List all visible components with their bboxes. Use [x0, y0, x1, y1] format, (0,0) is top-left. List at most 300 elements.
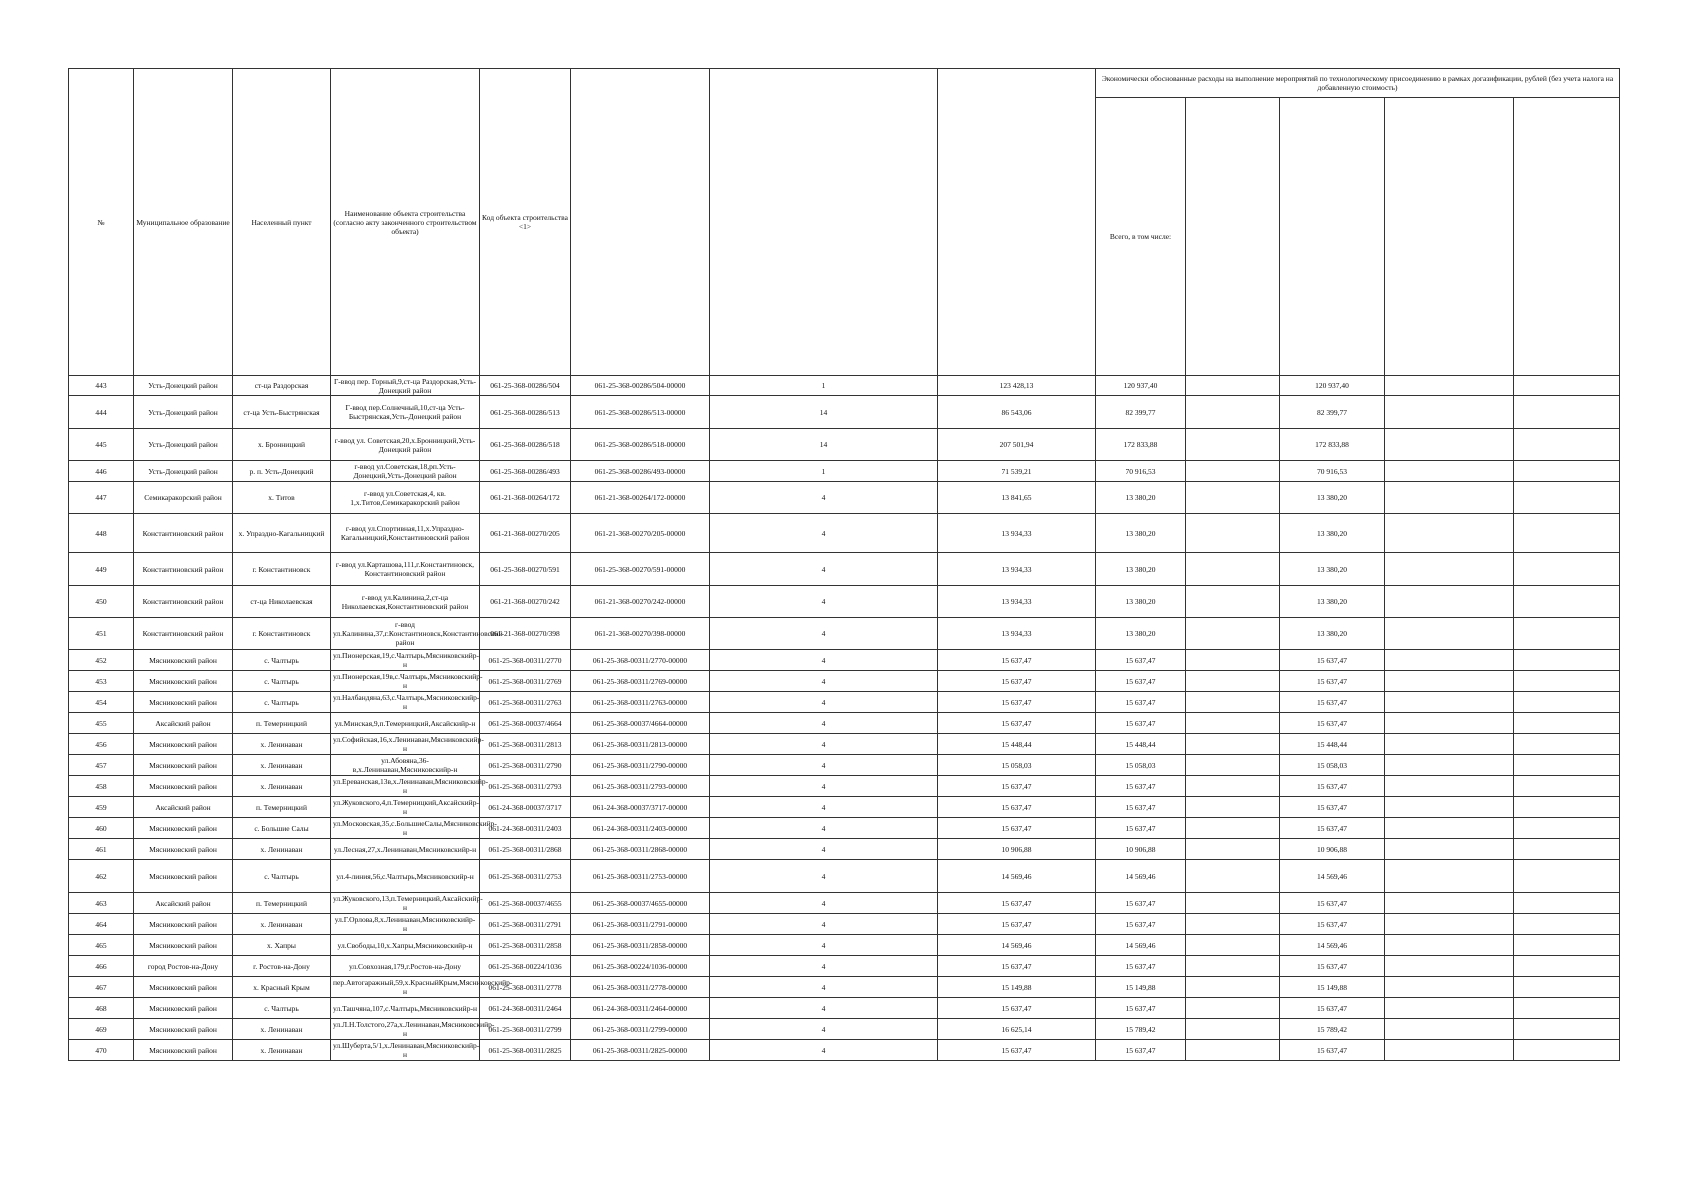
municipality-cell: Мясниковский район — [134, 1019, 233, 1040]
stage-code-cell: 061-25-368-00311/2825-00000 — [571, 1040, 710, 1061]
row-number: 468 — [69, 998, 134, 1019]
table-row — [69, 818, 1620, 839]
table-row — [69, 914, 1620, 935]
special-allowance-cell: 13 380,20 — [1280, 553, 1385, 586]
object-code-cell: 061-25-368-00270/591 — [480, 553, 571, 586]
object-name-cell: ул.Жуковского,4,п.Темерницкий,Аксайскийр-н — [331, 797, 480, 818]
table-row — [69, 776, 1620, 797]
row-number: 459 — [69, 797, 134, 818]
special-allowance-cell: 172 833,88 — [1280, 429, 1385, 461]
table-row — [69, 860, 1620, 893]
total-cell: 15 637,47 — [1096, 818, 1186, 839]
operator-funds-cell — [1385, 713, 1514, 734]
other-sources-cell — [1514, 860, 1620, 893]
actual-costs-cell: 15 637,47 — [938, 998, 1096, 1019]
event-code-cell: 4 — [710, 776, 938, 797]
table-row — [69, 935, 1620, 956]
total-cell: 82 399,77 — [1096, 396, 1186, 429]
col-header-stage-code — [571, 69, 710, 376]
total-cell: 120 937,40 — [1096, 376, 1186, 396]
col-header-object-name: Наименование объекта строительства (согласно акту законченного строительством объекта) — [331, 69, 480, 376]
tariff-transport-cell — [1186, 692, 1280, 713]
special-allowance-cell: 15 789,42 — [1280, 1019, 1385, 1040]
stage-code-cell: 061-24-368-00311/2403-00000 — [571, 818, 710, 839]
actual-costs-cell: 15 637,47 — [938, 1040, 1096, 1061]
settlement-cell: с. Чалтырь — [233, 860, 331, 893]
tariff-transport-cell — [1186, 553, 1280, 586]
tariff-transport-cell — [1186, 713, 1280, 734]
other-sources-cell — [1514, 618, 1620, 650]
operator-funds-cell — [1385, 671, 1514, 692]
row-number: 461 — [69, 839, 134, 860]
table-row — [69, 734, 1620, 755]
special-allowance-cell: 15 058,03 — [1280, 755, 1385, 776]
table-row — [69, 396, 1620, 429]
other-sources-cell — [1514, 755, 1620, 776]
row-number: 447 — [69, 482, 134, 514]
settlement-cell: х. Титов — [233, 482, 331, 514]
operator-funds-cell — [1385, 893, 1514, 914]
table-row — [69, 755, 1620, 776]
object-name-cell: ул.Ташчяна,107,с.Чалтырь,Мясниковскийр-н — [331, 998, 480, 1019]
operator-funds-cell — [1385, 818, 1514, 839]
settlement-cell: г. Константиновск — [233, 553, 331, 586]
settlement-cell: г. Ростов-на-Дону — [233, 956, 331, 977]
tariff-transport-cell — [1186, 618, 1280, 650]
object-code-cell: 061-25-368-00311/2778 — [480, 977, 571, 998]
object-code-cell: 061-25-368-00311/2763 — [480, 692, 571, 713]
settlement-cell: х. Ленинаван — [233, 1019, 331, 1040]
row-number: 454 — [69, 692, 134, 713]
special-allowance-cell: 82 399,77 — [1280, 396, 1385, 429]
tariff-transport-cell — [1186, 914, 1280, 935]
settlement-cell: х. Упраздно-Кагальницкий — [233, 514, 331, 553]
object-name-cell: г-ввод ул.Советская,4, кв. 1,х.Титов,Семикаракорский район — [331, 482, 480, 514]
operator-funds-cell — [1385, 461, 1514, 482]
operator-funds-cell — [1385, 956, 1514, 977]
row-number: 452 — [69, 650, 134, 671]
tariff-transport-cell — [1186, 429, 1280, 461]
other-sources-cell — [1514, 692, 1620, 713]
object-name-cell: ул.Пионерская,19,с.Чалтырь,Мясниковскийр-н — [331, 650, 480, 671]
table-row — [69, 998, 1620, 1019]
tariff-transport-cell — [1186, 650, 1280, 671]
total-cell: 13 380,20 — [1096, 586, 1186, 618]
special-allowance-cell: 15 637,47 — [1280, 776, 1385, 797]
municipality-cell: Усть-Донецкий район — [134, 396, 233, 429]
actual-costs-cell: 86 543,06 — [938, 396, 1096, 429]
other-sources-cell — [1514, 776, 1620, 797]
event-code-cell: 4 — [710, 893, 938, 914]
operator-funds-cell — [1385, 998, 1514, 1019]
tariff-transport-cell — [1186, 734, 1280, 755]
table-row — [69, 514, 1620, 553]
event-code-cell: 14 — [710, 396, 938, 429]
object-name-cell: ул.Софийская,16,х.Ленинаван,Мясниковскийр-н — [331, 734, 480, 755]
object-name-cell: г-ввод ул.Калинина,37,г.Константиновск,Константиновский район — [331, 618, 480, 650]
actual-costs-cell: 15 637,47 — [938, 914, 1096, 935]
municipality-cell: Мясниковский район — [134, 839, 233, 860]
col-header-operator-funds — [1385, 98, 1514, 376]
actual-costs-cell: 123 428,13 — [938, 376, 1096, 396]
object-name-cell: ул.Шуберта,5/1,х.Ленинаван,Мясниковскийр-н — [331, 1040, 480, 1061]
tariff-transport-cell — [1186, 1040, 1280, 1061]
row-number: 451 — [69, 618, 134, 650]
other-sources-cell — [1514, 553, 1620, 586]
object-code-cell: 061-24-368-00311/2403 — [480, 818, 571, 839]
object-name-cell: ул.Л.Н.Толстого,27а,х.Ленинаван,Мясниковскийр-н — [331, 1019, 480, 1040]
row-number: 458 — [69, 776, 134, 797]
other-sources-cell — [1514, 671, 1620, 692]
other-sources-cell — [1514, 839, 1620, 860]
event-code-cell: 4 — [710, 818, 938, 839]
operator-funds-cell — [1385, 586, 1514, 618]
stage-code-cell: 061-25-368-00224/1036-00000 — [571, 956, 710, 977]
tariff-transport-cell — [1186, 755, 1280, 776]
tariff-transport-cell — [1186, 839, 1280, 860]
operator-funds-cell — [1385, 396, 1514, 429]
object-code-cell: 061-25-368-00037/4664 — [480, 713, 571, 734]
municipality-cell: Усть-Донецкий район — [134, 376, 233, 396]
row-number: 456 — [69, 734, 134, 755]
tariff-transport-cell — [1186, 586, 1280, 618]
actual-costs-cell: 15 637,47 — [938, 797, 1096, 818]
municipality-cell: Мясниковский район — [134, 914, 233, 935]
event-code-cell: 4 — [710, 956, 938, 977]
object-name-cell: Г-ввод пер.Солнечный,10,ст-ца Усть-Быстрянская,Усть-Донецкий район — [331, 396, 480, 429]
total-cell: 15 637,47 — [1096, 650, 1186, 671]
row-number: 469 — [69, 1019, 134, 1040]
municipality-cell: Мясниковский район — [134, 998, 233, 1019]
col-header-object-code: Код объекта строительства <1> — [480, 69, 571, 376]
stage-code-cell: 061-21-368-00270/398-00000 — [571, 618, 710, 650]
operator-funds-cell — [1385, 776, 1514, 797]
operator-funds-cell — [1385, 734, 1514, 755]
event-code-cell: 4 — [710, 755, 938, 776]
table-body — [69, 376, 1620, 1061]
row-number: 464 — [69, 914, 134, 935]
settlement-cell: х. Ленинаван — [233, 755, 331, 776]
total-cell: 15 149,88 — [1096, 977, 1186, 998]
tariff-transport-cell — [1186, 776, 1280, 797]
object-code-cell: 061-25-368-00286/493 — [480, 461, 571, 482]
event-code-cell: 14 — [710, 429, 938, 461]
row-number: 465 — [69, 935, 134, 956]
object-name-cell: г-ввод ул.Калинина,2,ст-ца Николаевская,Константиновский район — [331, 586, 480, 618]
other-sources-cell — [1514, 396, 1620, 429]
event-code-cell: 4 — [710, 839, 938, 860]
col-header-tariff-transport — [1186, 98, 1280, 376]
special-allowance-cell: 15 637,47 — [1280, 818, 1385, 839]
event-code-cell: 4 — [710, 1040, 938, 1061]
special-allowance-cell: 15 637,47 — [1280, 956, 1385, 977]
table-row — [69, 1040, 1620, 1061]
municipality-cell: Мясниковский район — [134, 776, 233, 797]
operator-funds-cell — [1385, 429, 1514, 461]
special-allowance-cell: 120 937,40 — [1280, 376, 1385, 396]
settlement-cell: х. Бронницкий — [233, 429, 331, 461]
event-code-cell: 4 — [710, 797, 938, 818]
operator-funds-cell — [1385, 376, 1514, 396]
operator-funds-cell — [1385, 1040, 1514, 1061]
table-row — [69, 893, 1620, 914]
other-sources-cell — [1514, 461, 1620, 482]
special-allowance-cell: 15 448,44 — [1280, 734, 1385, 755]
tariff-transport-cell — [1186, 935, 1280, 956]
table-row — [69, 977, 1620, 998]
table-row — [69, 650, 1620, 671]
special-allowance-cell: 15 637,47 — [1280, 998, 1385, 1019]
actual-costs-cell: 13 934,33 — [938, 586, 1096, 618]
object-code-cell: 061-25-368-00311/2799 — [480, 1019, 571, 1040]
row-number: 446 — [69, 461, 134, 482]
actual-costs-cell: 10 906,88 — [938, 839, 1096, 860]
operator-funds-cell — [1385, 618, 1514, 650]
row-number: 443 — [69, 376, 134, 396]
operator-funds-cell — [1385, 553, 1514, 586]
tariff-transport-cell — [1186, 671, 1280, 692]
total-cell: 10 906,88 — [1096, 839, 1186, 860]
total-cell: 15 637,47 — [1096, 776, 1186, 797]
tariff-transport-cell — [1186, 797, 1280, 818]
municipality-cell: Константиновский район — [134, 618, 233, 650]
object-name-cell: ул.Жуковского,13,п.Темерницкий,Аксайскийр-н — [331, 893, 480, 914]
event-code-cell: 4 — [710, 977, 938, 998]
operator-funds-cell — [1385, 755, 1514, 776]
stage-code-cell: 061-25-368-00286/518-00000 — [571, 429, 710, 461]
stage-code-cell: 061-25-368-00311/2813-00000 — [571, 734, 710, 755]
object-name-cell: ул.Налбандяна,63,с.Чалтырь,Мясниковскийр-н — [331, 692, 480, 713]
object-code-cell: 061-25-368-00311/2868 — [480, 839, 571, 860]
municipality-cell: Мясниковский район — [134, 650, 233, 671]
object-name-cell: ул.Ереванская,13в,х.Ленинаван,Мясниковскийр-н — [331, 776, 480, 797]
event-code-cell: 4 — [710, 734, 938, 755]
object-code-cell: 061-25-368-00311/2770 — [480, 650, 571, 671]
stage-code-cell: 061-25-368-00311/2770-00000 — [571, 650, 710, 671]
municipality-cell: Аксайский район — [134, 893, 233, 914]
event-code-cell: 4 — [710, 692, 938, 713]
object-name-cell: ул.Совхозная,179,г.Ростов-на-Дону — [331, 956, 480, 977]
total-cell: 15 448,44 — [1096, 734, 1186, 755]
col-header-event-code — [710, 69, 938, 376]
event-code-cell: 4 — [710, 860, 938, 893]
settlement-cell: с. Чалтырь — [233, 692, 331, 713]
actual-costs-cell: 15 637,47 — [938, 650, 1096, 671]
object-name-cell: ул.Лесная,27,х.Ленинаван,Мясниковскийр-н — [331, 839, 480, 860]
object-code-cell: 061-25-368-00311/2813 — [480, 734, 571, 755]
tariff-transport-cell — [1186, 893, 1280, 914]
stage-code-cell: 061-25-368-00311/2778-00000 — [571, 977, 710, 998]
object-code-cell: 061-25-368-00224/1036 — [480, 956, 571, 977]
object-code-cell: 061-25-368-00311/2793 — [480, 776, 571, 797]
stage-code-cell: 061-21-368-00270/242-00000 — [571, 586, 710, 618]
operator-funds-cell — [1385, 482, 1514, 514]
actual-costs-cell: 15 637,47 — [938, 692, 1096, 713]
event-code-cell: 4 — [710, 914, 938, 935]
municipality-cell: Мясниковский район — [134, 692, 233, 713]
object-code-cell: 061-21-368-00270/205 — [480, 514, 571, 553]
municipality-cell: Мясниковский район — [134, 935, 233, 956]
actual-costs-cell: 16 625,14 — [938, 1019, 1096, 1040]
object-name-cell: ул.Свободы,10,х.Хапры,Мясниковскийр-н — [331, 935, 480, 956]
operator-funds-cell — [1385, 977, 1514, 998]
object-code-cell: 061-24-368-00311/2464 — [480, 998, 571, 1019]
other-sources-cell — [1514, 797, 1620, 818]
operator-funds-cell — [1385, 797, 1514, 818]
other-sources-cell — [1514, 429, 1620, 461]
col-header-other-sources — [1514, 98, 1620, 376]
table-row — [69, 956, 1620, 977]
stage-code-cell: 061-24-368-00311/2464-00000 — [571, 998, 710, 1019]
table-row — [69, 429, 1620, 461]
stage-code-cell: 061-25-368-00311/2769-00000 — [571, 671, 710, 692]
settlement-cell: х. Ленинаван — [233, 914, 331, 935]
table-row — [69, 586, 1620, 618]
settlement-cell: п. Темерницкий — [233, 893, 331, 914]
tariff-transport-cell — [1186, 977, 1280, 998]
settlement-cell: х. Хапры — [233, 935, 331, 956]
table-row — [69, 618, 1620, 650]
special-allowance-cell: 15 637,47 — [1280, 692, 1385, 713]
settlement-cell: с. Большие Салы — [233, 818, 331, 839]
other-sources-cell — [1514, 893, 1620, 914]
municipality-cell: Мясниковский район — [134, 860, 233, 893]
settlement-cell: п. Темерницкий — [233, 797, 331, 818]
table-row — [69, 671, 1620, 692]
row-number: 455 — [69, 713, 134, 734]
municipality-cell: Мясниковский район — [134, 977, 233, 998]
tariff-transport-cell — [1186, 482, 1280, 514]
actual-costs-cell: 13 841,65 — [938, 482, 1096, 514]
object-code-cell: 061-25-368-00311/2858 — [480, 935, 571, 956]
municipality-cell: Мясниковский район — [134, 734, 233, 755]
actual-costs-cell: 14 569,46 — [938, 860, 1096, 893]
municipality-cell: Аксайский район — [134, 713, 233, 734]
settlement-cell: х. Ленинаван — [233, 734, 331, 755]
stage-code-cell: 061-21-368-00270/205-00000 — [571, 514, 710, 553]
row-number: 453 — [69, 671, 134, 692]
settlement-cell: ст-ца Николаевская — [233, 586, 331, 618]
total-cell: 14 569,46 — [1096, 935, 1186, 956]
stage-code-cell: 061-25-368-00311/2790-00000 — [571, 755, 710, 776]
settlement-cell: х. Ленинаван — [233, 776, 331, 797]
operator-funds-cell — [1385, 839, 1514, 860]
operator-funds-cell — [1385, 935, 1514, 956]
row-number: 445 — [69, 429, 134, 461]
table-row — [69, 461, 1620, 482]
special-allowance-cell: 13 380,20 — [1280, 514, 1385, 553]
special-allowance-cell: 13 380,20 — [1280, 586, 1385, 618]
stage-code-cell: 061-24-368-00037/3717-00000 — [571, 797, 710, 818]
special-allowance-cell: 15 637,47 — [1280, 1040, 1385, 1061]
total-cell: 13 380,20 — [1096, 514, 1186, 553]
row-number: 467 — [69, 977, 134, 998]
special-allowance-cell: 15 637,47 — [1280, 650, 1385, 671]
col-header-no: № — [69, 69, 134, 376]
stage-code-cell: 061-25-368-00311/2868-00000 — [571, 839, 710, 860]
total-cell: 15 637,47 — [1096, 671, 1186, 692]
object-name-cell: г-ввод ул.Спортивная,11,х.Упраздно-Кагальницкий,Константиновский район — [331, 514, 480, 553]
tariff-transport-cell — [1186, 376, 1280, 396]
operator-funds-cell — [1385, 1019, 1514, 1040]
special-allowance-cell: 15 637,47 — [1280, 893, 1385, 914]
total-cell: 15 789,42 — [1096, 1019, 1186, 1040]
table-row — [69, 376, 1620, 396]
municipality-cell: Мясниковский район — [134, 671, 233, 692]
object-code-cell: 061-21-368-00270/398 — [480, 618, 571, 650]
event-code-cell: 4 — [710, 514, 938, 553]
total-cell: 15 637,47 — [1096, 797, 1186, 818]
total-cell: 14 569,46 — [1096, 860, 1186, 893]
tariff-transport-cell — [1186, 956, 1280, 977]
total-cell: 15 637,47 — [1096, 914, 1186, 935]
stage-code-cell: 061-25-368-00037/4664-00000 — [571, 713, 710, 734]
municipality-cell: Мясниковский район — [134, 755, 233, 776]
special-allowance-cell: 70 916,53 — [1280, 461, 1385, 482]
other-sources-cell — [1514, 935, 1620, 956]
municipality-cell: Аксайский район — [134, 797, 233, 818]
special-allowance-cell: 14 569,46 — [1280, 935, 1385, 956]
settlement-cell: р. п. Усть-Донецкий — [233, 461, 331, 482]
event-code-cell: 4 — [710, 671, 938, 692]
settlement-cell: с. Чалтырь — [233, 998, 331, 1019]
event-code-cell: 4 — [710, 482, 938, 514]
stage-code-cell: 061-25-368-00311/2799-00000 — [571, 1019, 710, 1040]
other-sources-cell — [1514, 818, 1620, 839]
stage-code-cell: 061-25-368-00311/2858-00000 — [571, 935, 710, 956]
tariff-transport-cell — [1186, 514, 1280, 553]
total-cell: 13 380,20 — [1096, 618, 1186, 650]
special-allowance-cell: 15 637,47 — [1280, 713, 1385, 734]
stage-code-cell: 061-25-368-00311/2753-00000 — [571, 860, 710, 893]
special-allowance-cell: 15 149,88 — [1280, 977, 1385, 998]
object-name-cell: г-ввод ул. Советская,20,х.Бронницкий,Усть-Донецкий район — [331, 429, 480, 461]
event-code-cell: 4 — [710, 1019, 938, 1040]
total-cell: 15 637,47 — [1096, 1040, 1186, 1061]
row-number: 450 — [69, 586, 134, 618]
actual-costs-cell: 15 448,44 — [938, 734, 1096, 755]
object-name-cell: г-ввод ул.Карташова,111,г.Константиновск, Константиновский район — [331, 553, 480, 586]
stage-code-cell: 061-25-368-00270/591-00000 — [571, 553, 710, 586]
settlement-cell: ст-ца Усть-Быстрянская — [233, 396, 331, 429]
row-number: 448 — [69, 514, 134, 553]
event-code-cell: 4 — [710, 650, 938, 671]
special-allowance-cell: 13 380,20 — [1280, 482, 1385, 514]
object-code-cell: 061-24-368-00037/3717 — [480, 797, 571, 818]
tariff-transport-cell — [1186, 396, 1280, 429]
other-sources-cell — [1514, 914, 1620, 935]
event-code-cell: 4 — [710, 998, 938, 1019]
settlement-cell: х. Ленинаван — [233, 839, 331, 860]
operator-funds-cell — [1385, 914, 1514, 935]
special-allowance-cell: 15 637,47 — [1280, 914, 1385, 935]
row-number: 462 — [69, 860, 134, 893]
row-number: 470 — [69, 1040, 134, 1061]
settlement-cell: с. Чалтырь — [233, 671, 331, 692]
object-code-cell: 061-25-368-00286/518 — [480, 429, 571, 461]
object-name-cell: Г-ввод пер. Горный,9,ст-ца Раздорская,Усть-Донецкий район — [331, 376, 480, 396]
table-row — [69, 713, 1620, 734]
object-code-cell: 061-25-368-00037/4655 — [480, 893, 571, 914]
tariff-transport-cell — [1186, 461, 1280, 482]
municipality-cell: Мясниковский район — [134, 1040, 233, 1061]
actual-costs-cell: 15 637,47 — [938, 671, 1096, 692]
other-sources-cell — [1514, 482, 1620, 514]
table-row — [69, 1019, 1620, 1040]
total-cell: 15 637,47 — [1096, 998, 1186, 1019]
municipality-cell: город Ростов-на-Дону — [134, 956, 233, 977]
tariff-transport-cell — [1186, 860, 1280, 893]
